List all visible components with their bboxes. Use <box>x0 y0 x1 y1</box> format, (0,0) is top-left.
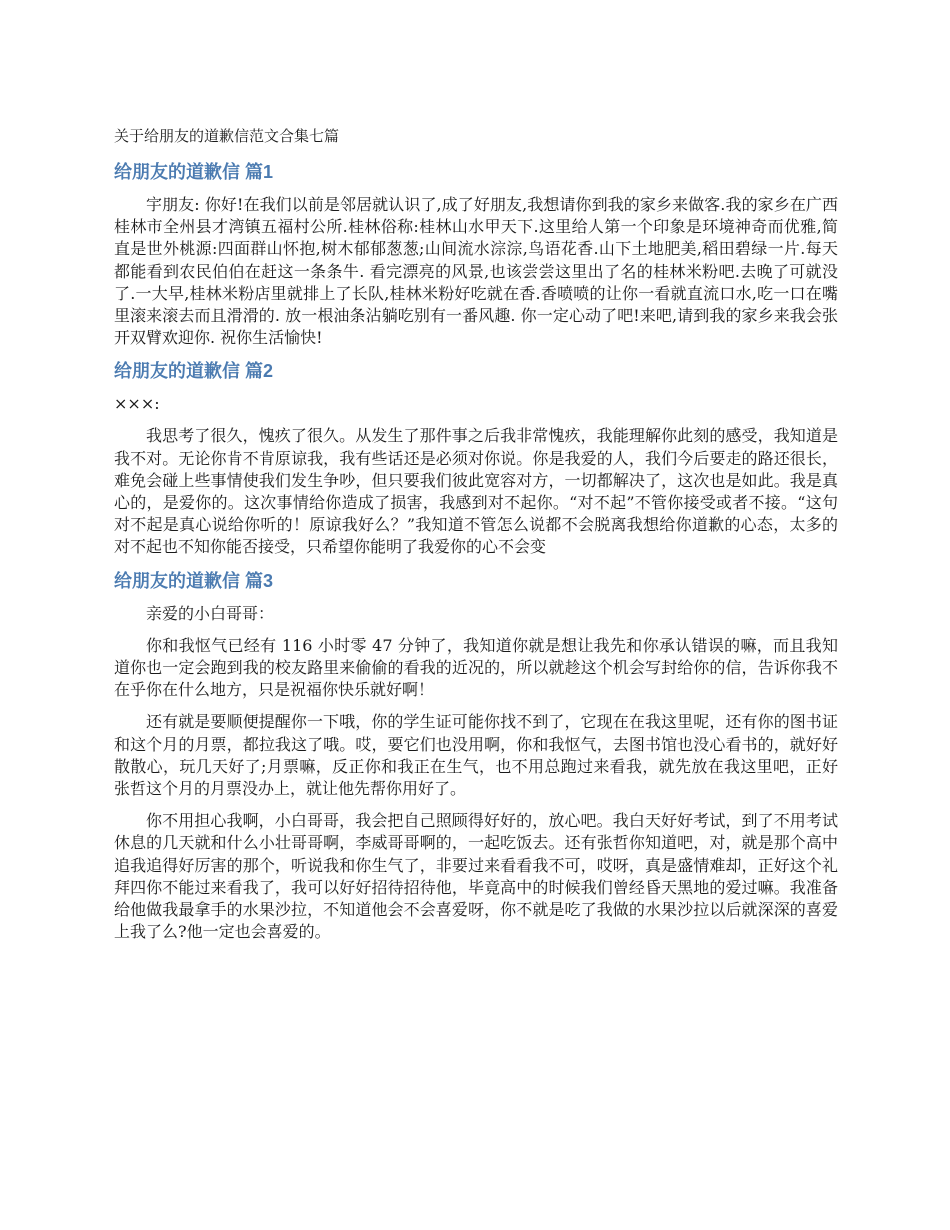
salutation: 亲爱的小白哥哥： <box>146 603 275 623</box>
section-1 <box>114 160 838 349</box>
section-2 <box>114 359 838 558</box>
section-heading: 给朋友的道歉信 篇2 <box>114 361 274 382</box>
section-heading: 给朋友的道歉信 篇1 <box>114 162 274 182</box>
paragraph: 宇朋友: 你好!在我们以前是邻居就认识了,成了好朋友,我想请你到我的家乡来做客.我的家乡在广西桂林市全州县才湾镇五福村公所.桂林俗称:桂林山水甲天下.这里给人第一个印象是环境神奇而优雅,简直是世外桃源:四面群山怀抱,树木郁郁葱葱;山间流水淙淙,鸟语花香.山下土地肥美,稻田碧绿一片.每天都能看到农民伯伯在赶这一条条牛. 看完漂亮的风景,也该尝尝这里出了名的桂林米粉吧.去晚了可就没了.一大早,桂林米粉店里就排上了长队,桂林米粉好吃就在香.香喷喷的让你一看就直流口水,吃一口在嘴里滚来滚去而且滑滑的. 放一根油条沾躺吃别有一番风趣. 你一定心动了吧!来吧,请到我的家乡来我会张开双臂欢迎你. 祝你生活愉快! <box>114 195 838 348</box>
salutation: ×××: <box>114 394 160 414</box>
paragraph: 你不用担心我啊，小白哥哥，我会把自己照顾得好好的，放心吧。我白天好好考试，到了不用考试休息的几天就和什么小壮哥哥啊，李威哥哥啊的，一起吃饭去。还有张哲你知道吧，对，就是那个高中追我追得好厉害的那个，听说我和你生气了，非要过来看看我不可，哎呀，真是盛情难却，正好这个礼拜四你不能过来看我了，我可以好好招待招待他，毕竟高中的时候我们曾经昏天黑地的爱过嘛。我准备给他做我最拿手的水果沙拉，不知道他会不会喜爱呀，你不就是吃了我做的水果沙拉以后就深深的喜爱上我了么?他一定也会喜爱的。 <box>114 811 838 942</box>
paragraph: 你和我怄气已经有 116 小时零 47 分钟了，我知道你就是想让我先和你承认错误的嘛，而且我知道你也一定会跑到我的校友路里来偷偷的看我的近况的，所以就趁这个机会写封给你的信，告诉你我不在乎你在什么地方，只是祝福你快乐就好啊！ <box>114 635 838 700</box>
document-title: 关于给朋友的道歉信范文合集七篇 <box>114 127 340 145</box>
section-heading: 给朋友的道歉信 篇3 <box>114 570 274 591</box>
paragraph: 我思考了很久，愧疚了很久。从发生了那件事之后我非常愧疚，我能理解你此刻的感受，我知道是我不对。无论你肯不肯原谅我，我有些话还是必须对你说。你是我爱的人，我们今后要走的路还很长，难免会碰上些事情使我们发生争吵，但只要我们彼此宽容对方，一切都解决了，这次也是如此。我是真心的，是爱你的。这次事情给你造成了损害，我感到对不起你。“对不起”不管你接受或者不接。“这句对不起是真心说给你听的！原谅我好么？”我知道不管怎么说都不会脱离我想给你道歉的心态，太多的对不起也不知你能否接受，只希望你能明了我爱你的心不会变 <box>114 426 838 557</box>
document-page <box>114 126 838 953</box>
paragraph: 还有就是要顺便提醒你一下哦，你的学生证可能你找不到了，它现在在我这里呢，还有你的图书证和这个月的月票，都拉我这了哦。哎，要它们也没用啊，你和我怄气，去图书馆也没心看书的，就好好散散心，玩几天好了;月票嘛，反正你和我正在生气，也不用总跑过来看我，就先放在我这里吧，正好张哲这个月的月票没办上，就让他先帮你用好了。 <box>114 712 838 799</box>
section-3 <box>114 569 838 944</box>
